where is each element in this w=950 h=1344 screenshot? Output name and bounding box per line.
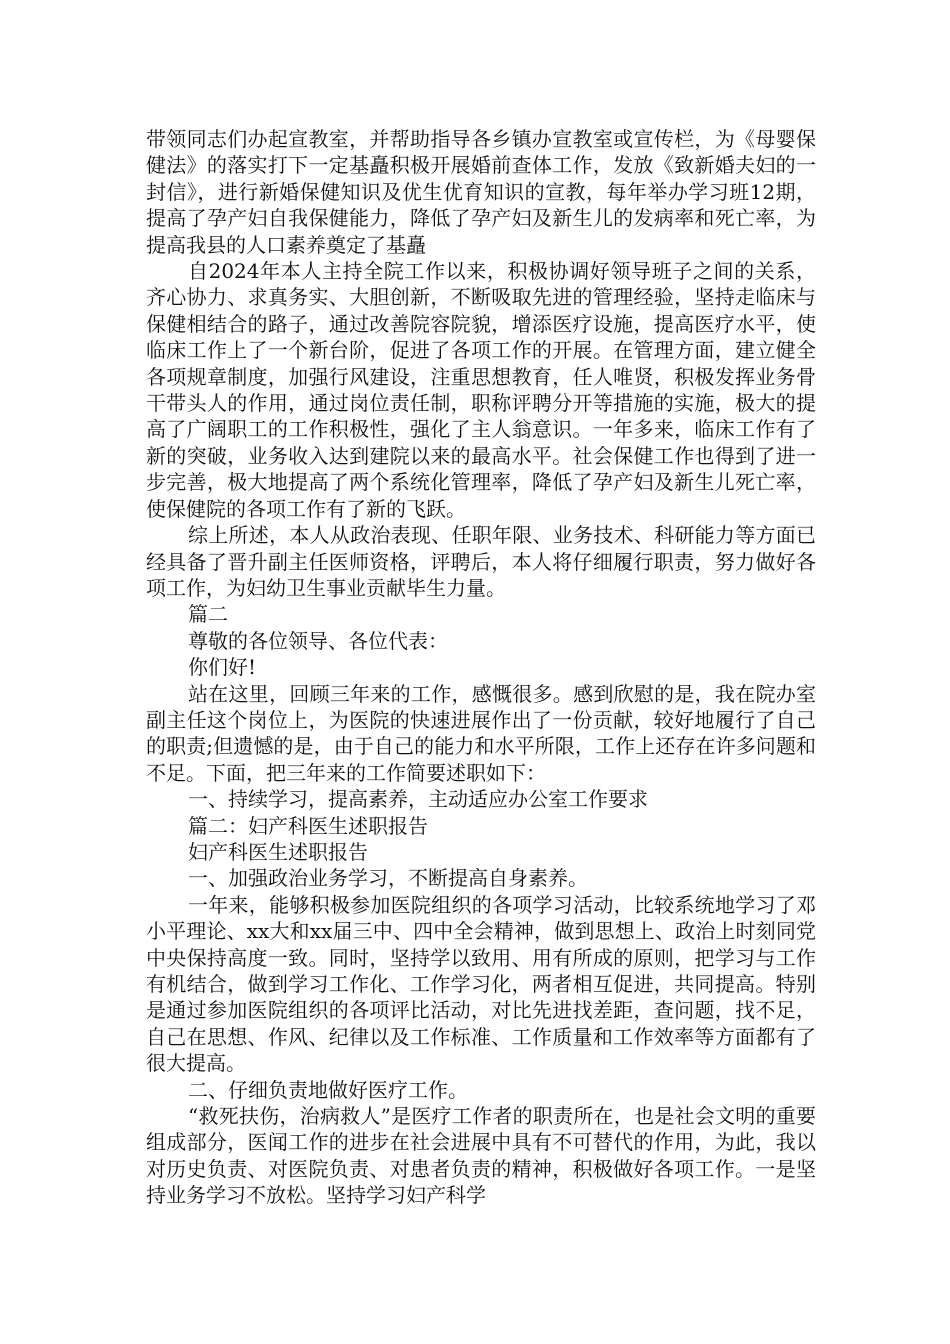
greeting: 你们好! [188, 655, 257, 680]
paragraph-3: 综上所述，本人从政治表现、任职年限、业务技术、科研能力等方面已经具备了晋升副主任医师资格，评聘后，本人将仔细履行职责，努力做好各项工作，为妇幼卫生事业贡献毕生力量。 [146, 523, 816, 600]
section-heading-report: 篇二：妇产科医生述职报告 [188, 813, 428, 838]
paragraph-medical-work: “救死扶伤，治病救人”是医疗工作者的职责所在，也是社会文明的重要组成部分，医闻工作的进步在社会进展中具有不可替代的作用，为此，我以对历史负责、对医院负责、对患者负责的精神，积极做好各项工作。一是坚持业务学习不放松。坚持学习妇产科学 [146, 1104, 816, 1208]
report-title: 妇产科医生述职报告 [188, 839, 368, 864]
paragraph-2: 自2024年本人主持全院工作以来，积极协调好领导班子之间的关系，齐心协力、求真务实、大胆创新，不断吸取先进的管理经验，坚持走临床与保健相结合的路子，通过改善院容院貌，增添医疗设施，提高医疗水平，使临床工作上了一个新台阶，促进了各项工作的开展。在管理方面，建立健全各项规章制度，加强行风建设，注重思想教育，任人唯贤，积极发挥业务骨干带头人的作用，通过岗位责任制，职称评聘分开等措施的实施，极大的提高了广阔职工的工作积极性，强化了主人翁意识。一年多来，临床工作有了新的突破，业务收入达到建院以来的最高水平。社会保健工作也得到了进一步完善，极大地提高了两个系统化管理率，降低了孕产妇及新生儿死亡率，使保健院的各项工作有了新的飞跃。 [146, 259, 816, 521]
report-point-2: 二、仔细负责地做好医疗工作。 [188, 1077, 468, 1102]
report-point-1: 一、加强政治业务学习，不断提高自身素养。 [188, 866, 588, 891]
salutation: 尊敬的各位领导、各位代表： [188, 628, 448, 653]
section-heading-2: 篇二 [188, 602, 228, 627]
paragraph-1: 带领同志们办起宣教室，并帮助指导各乡镇办宣教室或宣传栏，为《母婴保健法》的落实打下一定基矗积极开展婚前查体工作，发放《致新婚夫妇的一封信》，进行新婚保健知识及优生优育知识的宣教，每年举办学习班12期，提高了孕产妇自我保健能力，降低了孕产妇及新生儿的发病率和死亡率，为提高我县的人口素养奠定了基矗 [146, 127, 816, 257]
document-body [146, 126, 816, 1209]
section-point-1: 一、持续学习，提高素养，主动适应办公室工作要求 [188, 787, 648, 812]
paragraph-intro: 站在这里，回顾三年来的工作，感慨很多。感到欣慰的是，我在院办室副主任这个岗位上，为医院的快速进展作出了一份贡献，较好地履行了自己的职责;但遗憾的是，由于自己的能力和水平所限，工作上还存在许多问题和不足。下面，把三年来的工作简要述职如下： [146, 681, 816, 785]
paragraph-study: 一年来，能够积极参加医院组织的各项学习活动，比较系统地学习了邓小平理论、xx大和xx届三中、四中全会精神，做到思想上、政治上时刻同党中央保持高度一致。同时，坚持学以致用、用有所成的原则，把学习与工作有机结合，做到学习工作化、工作学习化，两者相互促进，共同提高。特别是通过参加医院组织的各项评比活动，对比先进找差距，查问题，找不足，自己在思想、作风、纪律以及工作标准、工作质量和工作效率等方面都有了很大提高。 [146, 892, 816, 1076]
